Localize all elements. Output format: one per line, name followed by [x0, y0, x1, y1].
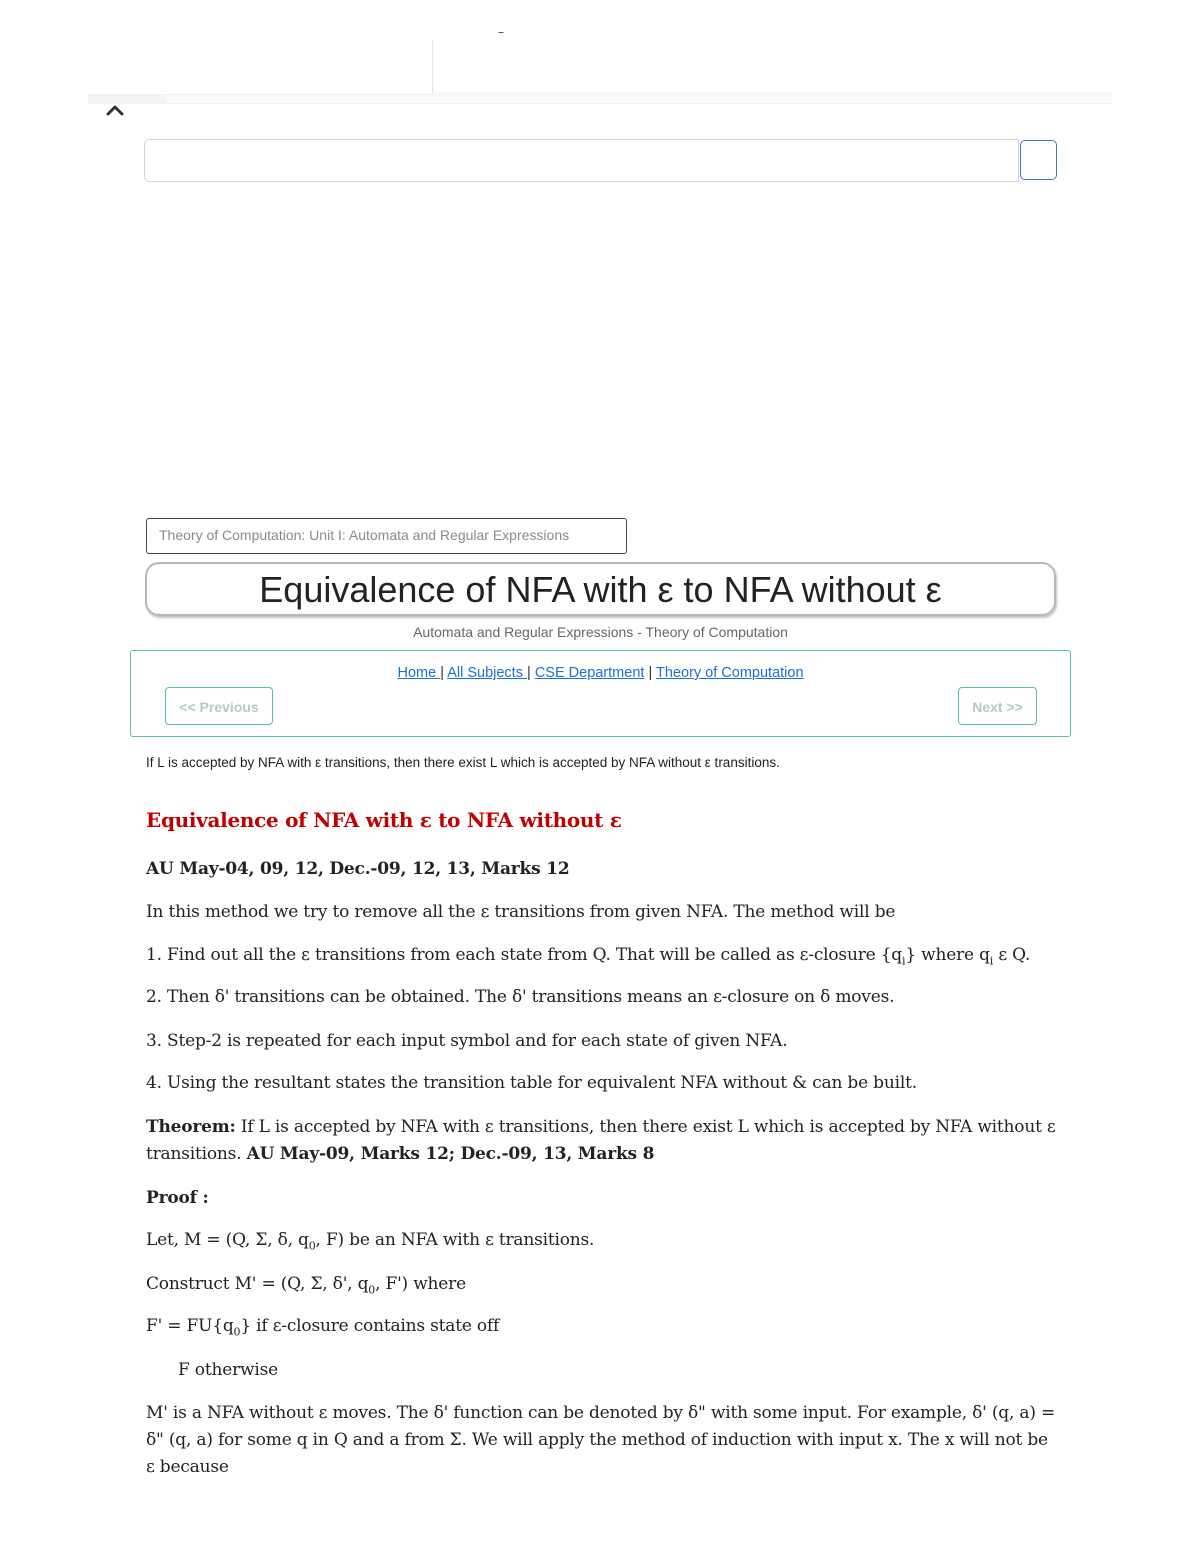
- section-heading: Equivalence of NFA with ε to NFA without ε: [146, 808, 622, 832]
- navigation-panel: [130, 650, 1071, 737]
- search-bar: [144, 139, 1057, 182]
- step-3: 3. Step-2 is repeated for each input symbol and for each state of given NFA.: [146, 1031, 788, 1051]
- nav-link-cse-department[interactable]: CSE Department: [534, 665, 645, 681]
- fprime-text-b: } if ε-closure contains state off: [240, 1316, 500, 1336]
- theorem-reference: AU May-09, Marks 12; Dec.-09, 13, Marks 8: [246, 1144, 655, 1164]
- construct-sub: 0: [368, 1283, 376, 1297]
- chevron-up-icon[interactable]: [104, 100, 126, 118]
- step-4: 4. Using the resultant states the transition table for equivalent NFA without & can be built.: [146, 1073, 917, 1093]
- step-1-text-c: ε Q.: [993, 945, 1031, 965]
- theorem-text: If L is accepted by NFA with ε transitions, then there exist L which is accepted by NFA without ε transitions.: [146, 1117, 1056, 1164]
- previous-button[interactable]: << Previous: [165, 687, 273, 725]
- proof-let: [146, 1227, 1060, 1259]
- intro-text: If L is accepted by NFA with ε transitions, then there exist L which is accepted by NFA without ε transitions.: [146, 755, 780, 770]
- construct-text: Construct M' = (Q, Σ, δ', q: [146, 1274, 369, 1294]
- let-text: Let, M = (Q, Σ, δ, q: [146, 1230, 309, 1250]
- nav-link-theory-of-computation[interactable]: Theory of Computation: [656, 665, 804, 681]
- page-subtitle: Automata and Regular Expressions - Theory of Computation: [413, 624, 788, 640]
- step-1-sub-2: i: [989, 954, 994, 968]
- let-text-b: , F) be an NFA with ε transitions.: [315, 1230, 595, 1250]
- next-button[interactable]: Next >>: [958, 687, 1037, 725]
- proof-fprime: [146, 1313, 1060, 1345]
- proof-label: Proof :: [146, 1188, 209, 1208]
- nav-link-all-subjects[interactable]: All Subjects: [447, 665, 527, 681]
- top-frame: [432, 40, 1113, 93]
- page-title: Equivalence of NFA with ε to NFA without ε: [259, 569, 942, 610]
- nav-separator: |: [648, 665, 653, 681]
- step-2: 2. Then δ' transitions can be obtained. The δ' transitions means an ε-closure on δ moves.: [146, 987, 895, 1007]
- nav-link-home[interactable]: Home: [397, 665, 441, 681]
- step-1-sub: i: [902, 954, 906, 968]
- let-sub: 0: [308, 1239, 316, 1253]
- header-divider-tab: [88, 95, 166, 103]
- title-box: [145, 562, 1056, 616]
- step-1-text: 1. Find out all the ε transitions from each state from Q. That will be called as ε-closure {q: [146, 945, 902, 965]
- fprime-text: F' = FU{q: [146, 1316, 234, 1336]
- unit-breadcrumb[interactable]: Theory of Computation: Unit I: Automata and Regular Expressions: [146, 518, 627, 554]
- exam-reference: AU May-04, 09, 12, Dec.-09, 12, 13, Marks 12: [146, 859, 570, 879]
- step-1: [146, 942, 1060, 974]
- theorem-label: Theorem:: [146, 1117, 236, 1137]
- method-intro: In this method we try to remove all the ε transitions from given NFA. The method will be: [146, 902, 896, 922]
- proof-closing: M' is a NFA without ε moves. The δ' function can be denoted by δ" with some input. For example, δ' (q, a) = δ" (q, a) for some q in Q and a from Σ. We will apply the method of induction with input x. The x will not be ε because: [146, 1403, 1055, 1477]
- nav-separator: |: [440, 665, 444, 681]
- proof-construct: [146, 1271, 1060, 1303]
- nav-separator: |: [527, 665, 531, 681]
- window-dash: –: [498, 25, 504, 39]
- construct-text-b: , F') where: [375, 1274, 466, 1294]
- fprime-sub: 0: [233, 1325, 241, 1339]
- header-divider: [88, 94, 1112, 104]
- nav-breadcrumb: [131, 665, 1070, 681]
- step-1-text-b: } where q: [905, 945, 990, 965]
- search-input[interactable]: [144, 139, 1019, 182]
- proof-f-otherwise: F otherwise: [178, 1360, 278, 1380]
- search-button[interactable]: [1020, 140, 1057, 180]
- theorem: [146, 1114, 1060, 1168]
